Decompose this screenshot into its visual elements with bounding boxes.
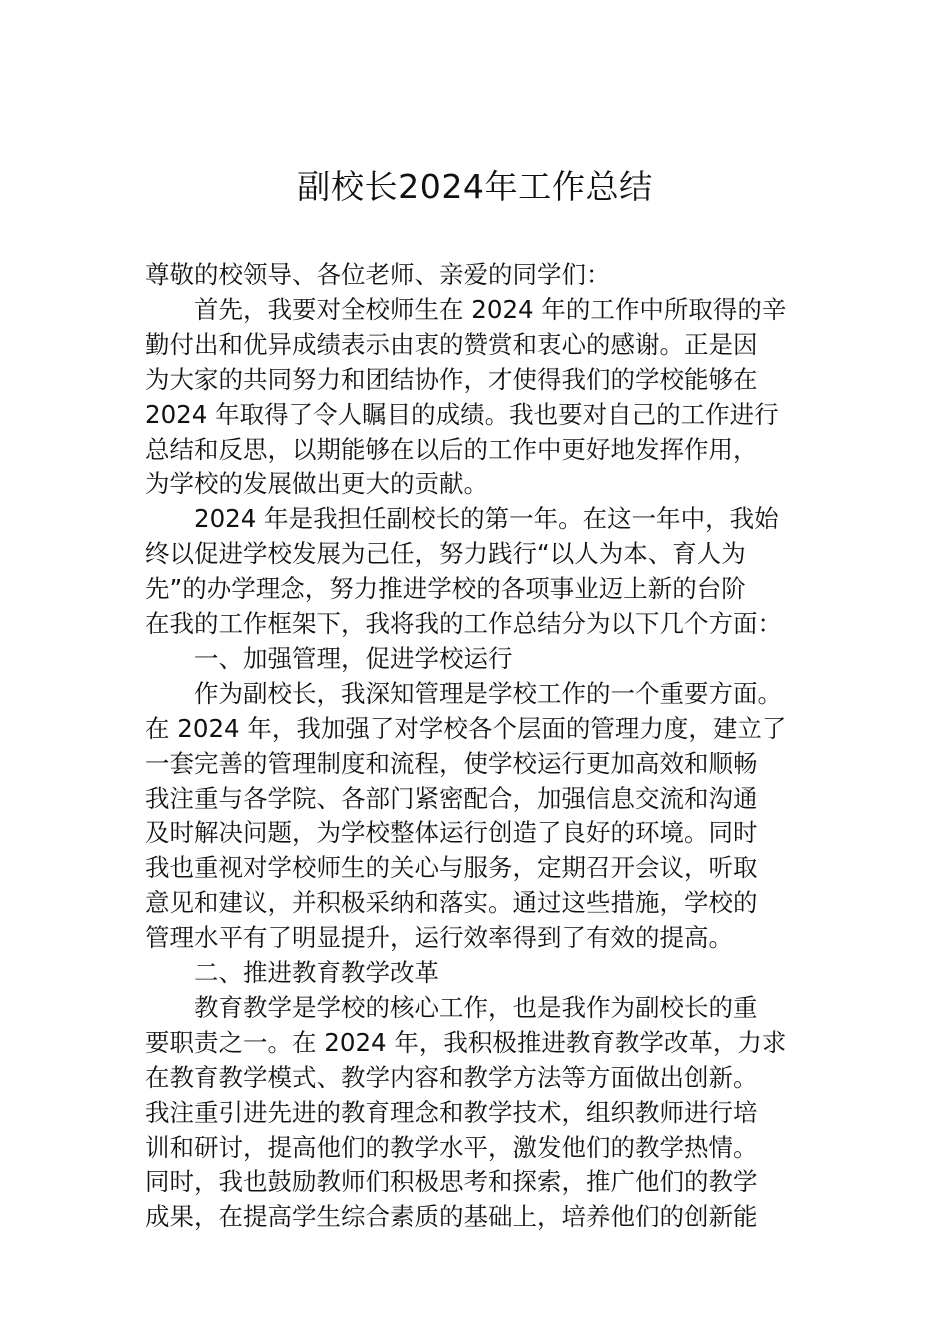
body-line: 要职责之一。在 2024 年，我积极推进教育教学改革，力求: [145, 1028, 787, 1057]
body-line: 同时，我也鼓励教师们积极思考和探索，推广他们的教学: [145, 1167, 758, 1196]
body-line: 意见和建议，并积极采纳和落实。通过这些措施，学校的: [145, 888, 758, 917]
body-line: 一套完善的管理制度和流程，使学校运行更加高效和顺畅: [145, 749, 758, 778]
body-line: 2024 年取得了令人瞩目的成绩。我也要对自己的工作进行: [145, 400, 779, 429]
body-line: 先”的办学理念，努力推进学校的各项事业迈上新的台阶: [145, 574, 746, 603]
body-line: 作为副校长，我深知管理是学校工作的一个重要方面。: [194, 679, 782, 708]
body-line: 尊敬的校领导、各位老师、亲爱的同学们：: [145, 260, 611, 289]
body-line: 为大家的共同努力和团结协作，才使得我们的学校能够在: [145, 365, 758, 394]
body-line: 及时解决问题，为学校整体运行创造了良好的环境。同时: [145, 818, 758, 847]
body-line: 管理水平有了明显提升，运行效率得到了有效的提高。: [145, 923, 733, 952]
body-line: 终以促进学校发展为己任，努力践行“以人为本、育人为: [145, 539, 746, 568]
body-line: 成果，在提高学生综合素质的基础上，培养他们的创新能: [145, 1202, 758, 1231]
body-line: 2024 年是我担任副校长的第一年。在这一年中，我始: [194, 504, 779, 533]
body-line: 首先，我要对全校师生在 2024 年的工作中所取得的辛: [194, 295, 787, 324]
body-line: 勤付出和优异成绩表示由衷的赞赏和衷心的感谢。正是因: [145, 330, 758, 359]
body-line: 一、加强管理，促进学校运行: [194, 644, 513, 673]
body-line: 在 2024 年，我加强了对学校各个层面的管理力度，建立了: [145, 714, 787, 743]
body-line: 在我的工作框架下，我将我的工作总结分为以下几个方面：: [145, 609, 782, 638]
body-line: 我也重视对学校师生的关心与服务，定期召开会议，听取: [145, 853, 758, 882]
body-line: 我注重与各学院、各部门紧密配合，加强信息交流和沟通: [145, 784, 758, 813]
body-line: 我注重引进先进的教育理念和教学技术，组织教师进行培: [145, 1098, 758, 1127]
document-title: 副校长2024年工作总结: [297, 167, 653, 206]
body-line: 在教育教学模式、教学内容和教学方法等方面做出创新。: [145, 1063, 758, 1092]
body-line: 训和研讨，提高他们的教学水平，激发他们的教学热情。: [145, 1133, 758, 1162]
body-line: 为学校的发展做出更大的贡献。: [145, 469, 488, 498]
body-line: 总结和反思，以期能够在以后的工作中更好地发挥作用，: [145, 435, 758, 464]
body-line: 二、推进教育教学改革: [194, 958, 439, 987]
body-line: 教育教学是学校的核心工作，也是我作为副校长的重: [194, 993, 758, 1022]
